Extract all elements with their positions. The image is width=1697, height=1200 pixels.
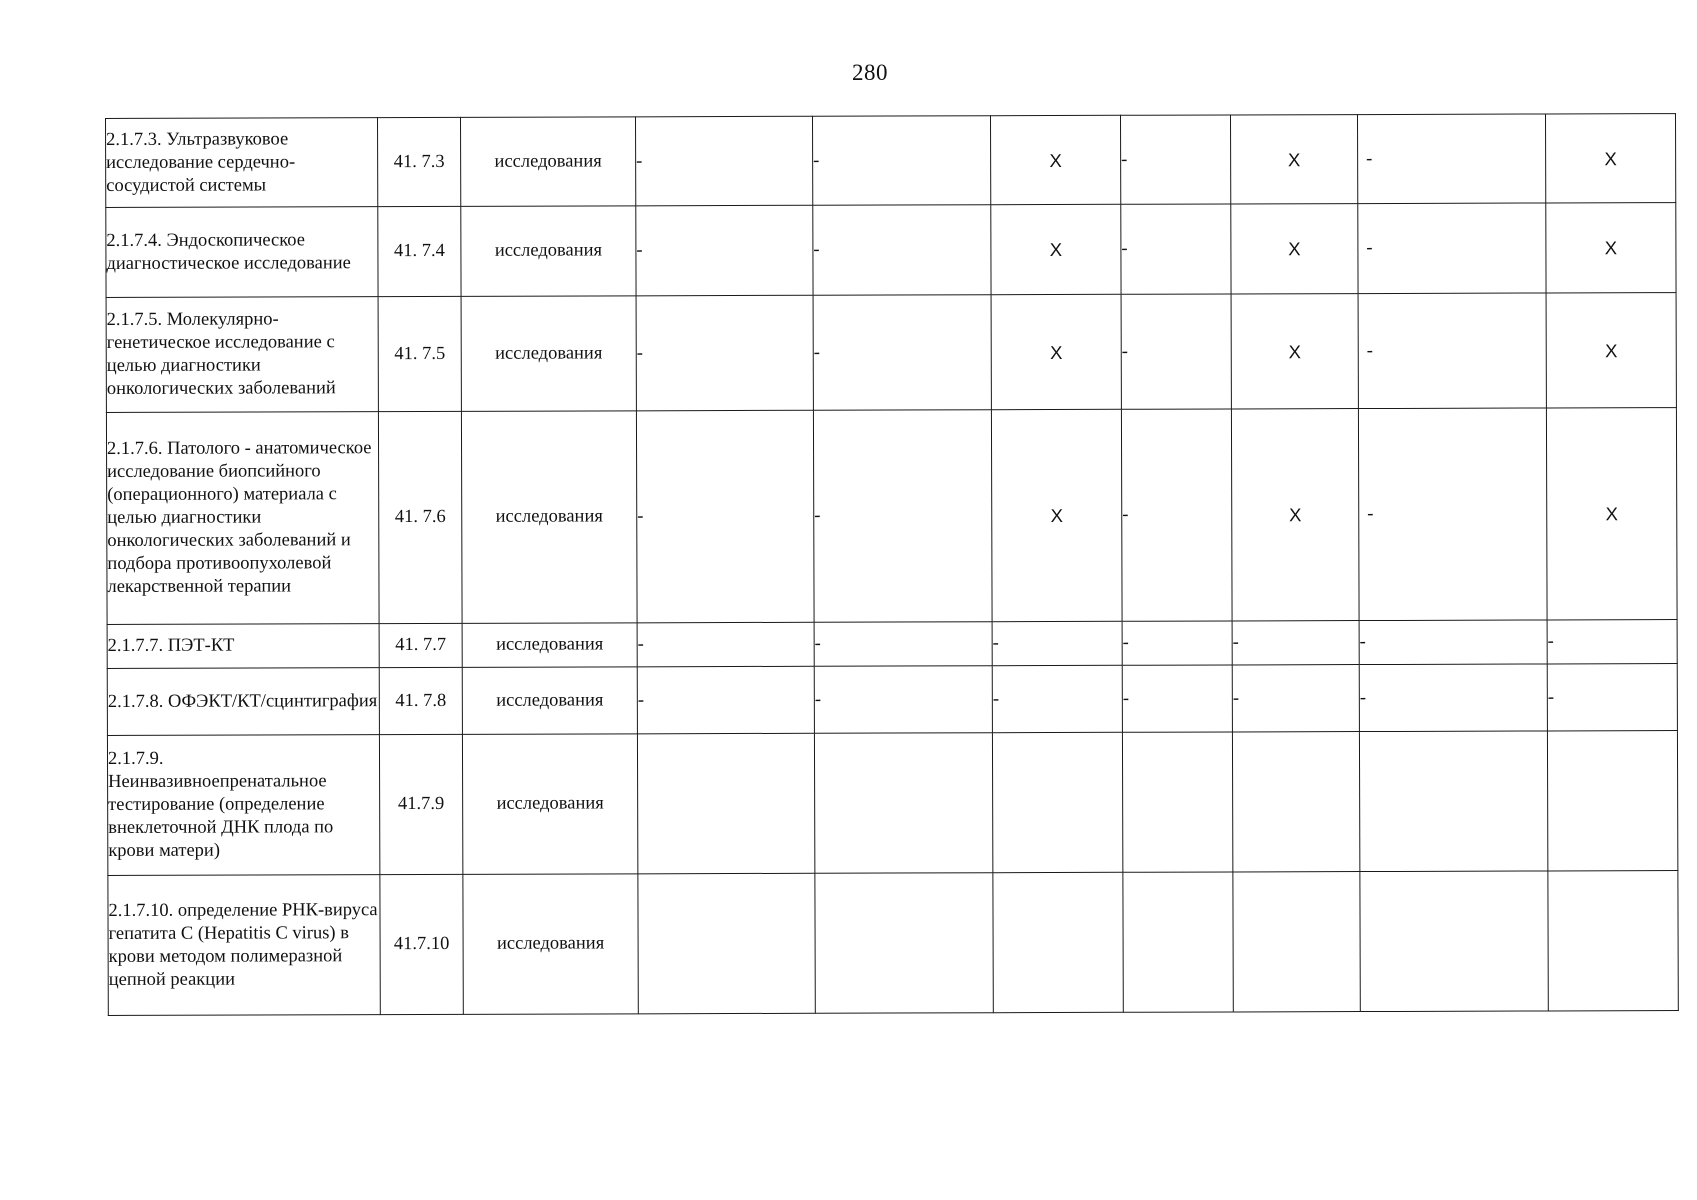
row-value [637, 733, 814, 874]
row-value: Х [990, 115, 1120, 204]
row-value: Х [1546, 203, 1676, 293]
row-value [1122, 732, 1232, 872]
row-value [1548, 871, 1678, 1011]
row-code: 41. 7.4 [378, 206, 461, 296]
row-value: - [1121, 294, 1231, 409]
row-unit: исследования [461, 296, 636, 412]
row-unit: исследования [461, 206, 636, 297]
row-value: - [1121, 409, 1232, 621]
row-unit: исследования [460, 117, 635, 207]
row-code: 41. 7.8 [379, 667, 462, 734]
row-code: 41. 7.6 [378, 411, 462, 623]
row-value [1123, 872, 1233, 1012]
row-value: - [1232, 621, 1359, 665]
row-value: - [1367, 504, 1374, 525]
row-name: 2.1.7.8. ОФЭКТ/КТ/сцинтиграфия [107, 668, 379, 736]
row-value: - [637, 666, 814, 734]
row-value: Х [991, 294, 1121, 409]
table-row [107, 731, 1677, 876]
row-value: - [1366, 148, 1373, 169]
row-name: 2.1.7.9. Неинвазивноепренатальное тестирование (определение внеклеточной ДНК плода по крови матери) [107, 735, 379, 876]
table-row [106, 203, 1676, 298]
table-row [106, 293, 1676, 413]
row-value: - [813, 410, 992, 623]
row-value: - [1359, 664, 1547, 732]
row-name: 2.1.7.3. Ультразвуковое исследование сердечно-сосудистой системы [106, 118, 378, 208]
table-row [106, 408, 1677, 625]
row-name: 2.1.7.6. Патолого - анатомическое исследование биопсийного (операционного) материала с целью диагностики онкологических заболеваний и подбора противоопухолевой лекарственной терапии [106, 412, 379, 625]
row-value: - [813, 205, 991, 296]
row-value: - [1122, 665, 1232, 732]
row-value [1360, 871, 1548, 1012]
row-value: Х [991, 409, 1122, 621]
row-value: - [1547, 664, 1677, 731]
row-name: 2.1.7.4. Эндоскопическое диагностическое исследование [106, 207, 378, 298]
row-value: - [814, 622, 992, 667]
row-value: - [636, 295, 813, 411]
row-code: 41. 7.5 [378, 296, 461, 411]
row-code: 41.7.10 [380, 874, 463, 1014]
row-value: - [992, 621, 1122, 665]
table-row [107, 664, 1677, 736]
row-value [815, 873, 993, 1014]
row-value: Х [1231, 204, 1358, 294]
table-row [107, 620, 1677, 669]
row-code: 41. 7.7 [379, 623, 462, 667]
row-unit: исследования [463, 874, 638, 1015]
row-value: - [636, 410, 814, 623]
row-value: Х [1545, 114, 1675, 203]
row-value: Х [1231, 409, 1359, 621]
row-value: - [1120, 115, 1230, 204]
row-value: - [813, 295, 991, 411]
page-number: 280 [852, 60, 888, 85]
row-value: - [635, 116, 812, 206]
row-value: - [1366, 238, 1373, 259]
row-value: - [637, 622, 814, 667]
row-value [1233, 872, 1360, 1012]
row-unit: исследования [462, 734, 637, 875]
row-unit: исследования [461, 411, 637, 624]
row-value [814, 733, 992, 874]
table-row [108, 871, 1678, 1016]
row-value [1547, 731, 1677, 871]
row-name: 2.1.7.7. ПЭТ-КТ [107, 624, 379, 669]
row-value [992, 732, 1122, 872]
row-value: Х [991, 204, 1121, 294]
row-value-combo [1357, 114, 1545, 204]
row-value [638, 873, 815, 1014]
row-name: 2.1.7.5. Молекулярно-генетическое исследование с целью диагностики онкологических заболеваний [106, 297, 378, 413]
row-code: 41.7.9 [379, 734, 462, 874]
row-value: Х [1230, 115, 1357, 204]
row-name: 2.1.7.10. определение РНК-вируса гепатита С (Hepatitis C virus) в крови методом полимеразной цепной реакции [108, 875, 380, 1016]
row-unit: исследования [462, 623, 637, 668]
row-value-combo [1358, 203, 1546, 294]
row-value: Х [1231, 294, 1358, 409]
row-value: - [1366, 340, 1373, 361]
row-value [1232, 732, 1359, 872]
row-value: - [1121, 204, 1231, 294]
row-value-combo [1358, 293, 1546, 409]
row-value: - [814, 666, 992, 734]
row-value: - [1232, 665, 1359, 732]
row-value [993, 872, 1123, 1012]
row-value: - [812, 116, 990, 206]
row-value-combo [1358, 408, 1547, 621]
row-value [1359, 731, 1547, 872]
row-value: Х [1546, 293, 1676, 408]
row-value: Х [1546, 408, 1677, 620]
row-value: - [636, 205, 813, 296]
row-unit: исследования [462, 667, 637, 735]
row-value: - [1547, 620, 1677, 664]
row-value: - [1359, 620, 1547, 665]
row-value: - [992, 665, 1122, 732]
row-value: - [1122, 621, 1232, 665]
table-row [106, 114, 1676, 208]
row-code: 41. 7.3 [378, 117, 461, 206]
data-table [105, 113, 1679, 1016]
